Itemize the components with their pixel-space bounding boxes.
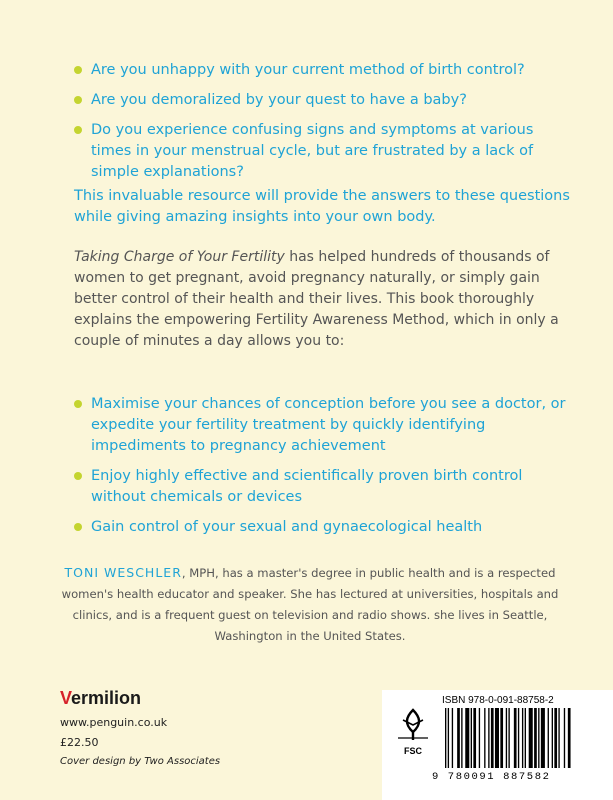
barcode-bar (541, 708, 545, 768)
barcode-bar (465, 708, 469, 768)
benefit-item (74, 394, 574, 457)
barcode-bar (529, 708, 533, 768)
barcode-bar (473, 708, 476, 768)
barcode-bar (522, 708, 523, 768)
publisher-website: www.penguin.co.uk (60, 716, 168, 729)
barcode-bar (525, 708, 526, 768)
question-item (74, 90, 574, 111)
barcode-bar (461, 708, 462, 768)
cover-design-credit: Cover design by Two Associates (60, 756, 221, 767)
barcode-bar (452, 708, 453, 768)
fsc-logo (392, 708, 434, 756)
barcode-bar (491, 708, 494, 768)
barcode-bar (538, 708, 539, 768)
benefit-item (74, 517, 574, 538)
bullet-icon (74, 400, 82, 408)
barcode-bar (471, 708, 472, 768)
barcode-bar (558, 708, 559, 768)
author-name: TONI WESCHLER (64, 565, 182, 580)
question-text: Do you experience confusing signs and symptoms at various times in your menstrual cycle, but are frustrated by a lack of simple explanations? (91, 122, 534, 180)
barcode-bar (554, 708, 557, 768)
author-bio (60, 562, 560, 647)
barcode-bar (488, 708, 489, 768)
barcode-bar (518, 708, 519, 768)
price: £22.50 (60, 736, 99, 749)
intro-paragraph: This invaluable resource will provide the answers to these questions while giving amazing insights into your own body. (74, 188, 570, 225)
question-item (74, 60, 574, 81)
barcode-bar (564, 708, 565, 768)
bio-text: , MPH, has a master's degree in public health and is a respected women's health educator and speaker. She has lectured at universities, hospitals and clinics, and is a frequent guest on television and radio shows. she lives in Seattle, Washington in the United States. (61, 566, 559, 643)
barcode-bar (548, 708, 549, 768)
bullet-icon (74, 472, 82, 480)
question-item (74, 120, 574, 183)
barcode-digits: 9 780091 887582 (432, 771, 551, 783)
logo-initial: V (60, 688, 72, 708)
fsc-label: FSC (404, 746, 422, 756)
barcode-bar (495, 708, 499, 768)
publisher-logo (60, 688, 141, 709)
fsc-tree-icon (392, 708, 434, 742)
question-list (74, 60, 574, 192)
barcode-bar (445, 708, 446, 768)
barcode-bar (552, 708, 553, 768)
question-text: Are you unhappy with your current method of birth control? (91, 62, 525, 78)
bullet-icon (74, 126, 82, 134)
barcode-bar (534, 708, 537, 768)
benefit-text: Maximise your chances of conception before you see a doctor, or expedite your fertility treatment by quickly identifying impediments to pregnancy achievement (91, 396, 566, 454)
bullet-icon (74, 66, 82, 74)
barcode-bars (445, 708, 571, 768)
barcode-bar (457, 708, 460, 768)
barcode-bar (484, 708, 485, 768)
benefit-list (74, 394, 574, 547)
benefit-text: Enjoy highly effective and scientifically proven birth control without chemicals or devices (91, 468, 523, 505)
barcode-bar (500, 708, 503, 768)
barcode-image (443, 708, 608, 770)
description-paragraph (74, 247, 574, 352)
isbn-text: ISBN 978-0-091-88758-2 (442, 695, 554, 706)
bullet-icon (74, 523, 82, 531)
barcode-bar (514, 708, 517, 768)
barcode-bar (506, 708, 507, 768)
logo-rest: ermilion (71, 688, 142, 708)
barcode-bar (448, 708, 449, 768)
benefit-item (74, 466, 574, 508)
bullet-icon (74, 96, 82, 104)
question-text: Are you demoralized by your quest to have a baby? (91, 92, 467, 108)
barcode-bar (479, 708, 480, 768)
benefit-text: Gain control of your sexual and gynaecological health (91, 519, 483, 535)
barcode-bar (568, 708, 571, 768)
description-text: has helped hundreds of thousands of women to get pregnant, avoid pregnancy naturally, or simply gain better control of their health and their lives. This book thoroughly explains the empowering Fertility Awareness Method, which in only a couple of minutes a day allows you to: (74, 249, 559, 349)
book-title: Taking Charge of Your Fertility (74, 249, 285, 265)
barcode-bar (508, 708, 509, 768)
